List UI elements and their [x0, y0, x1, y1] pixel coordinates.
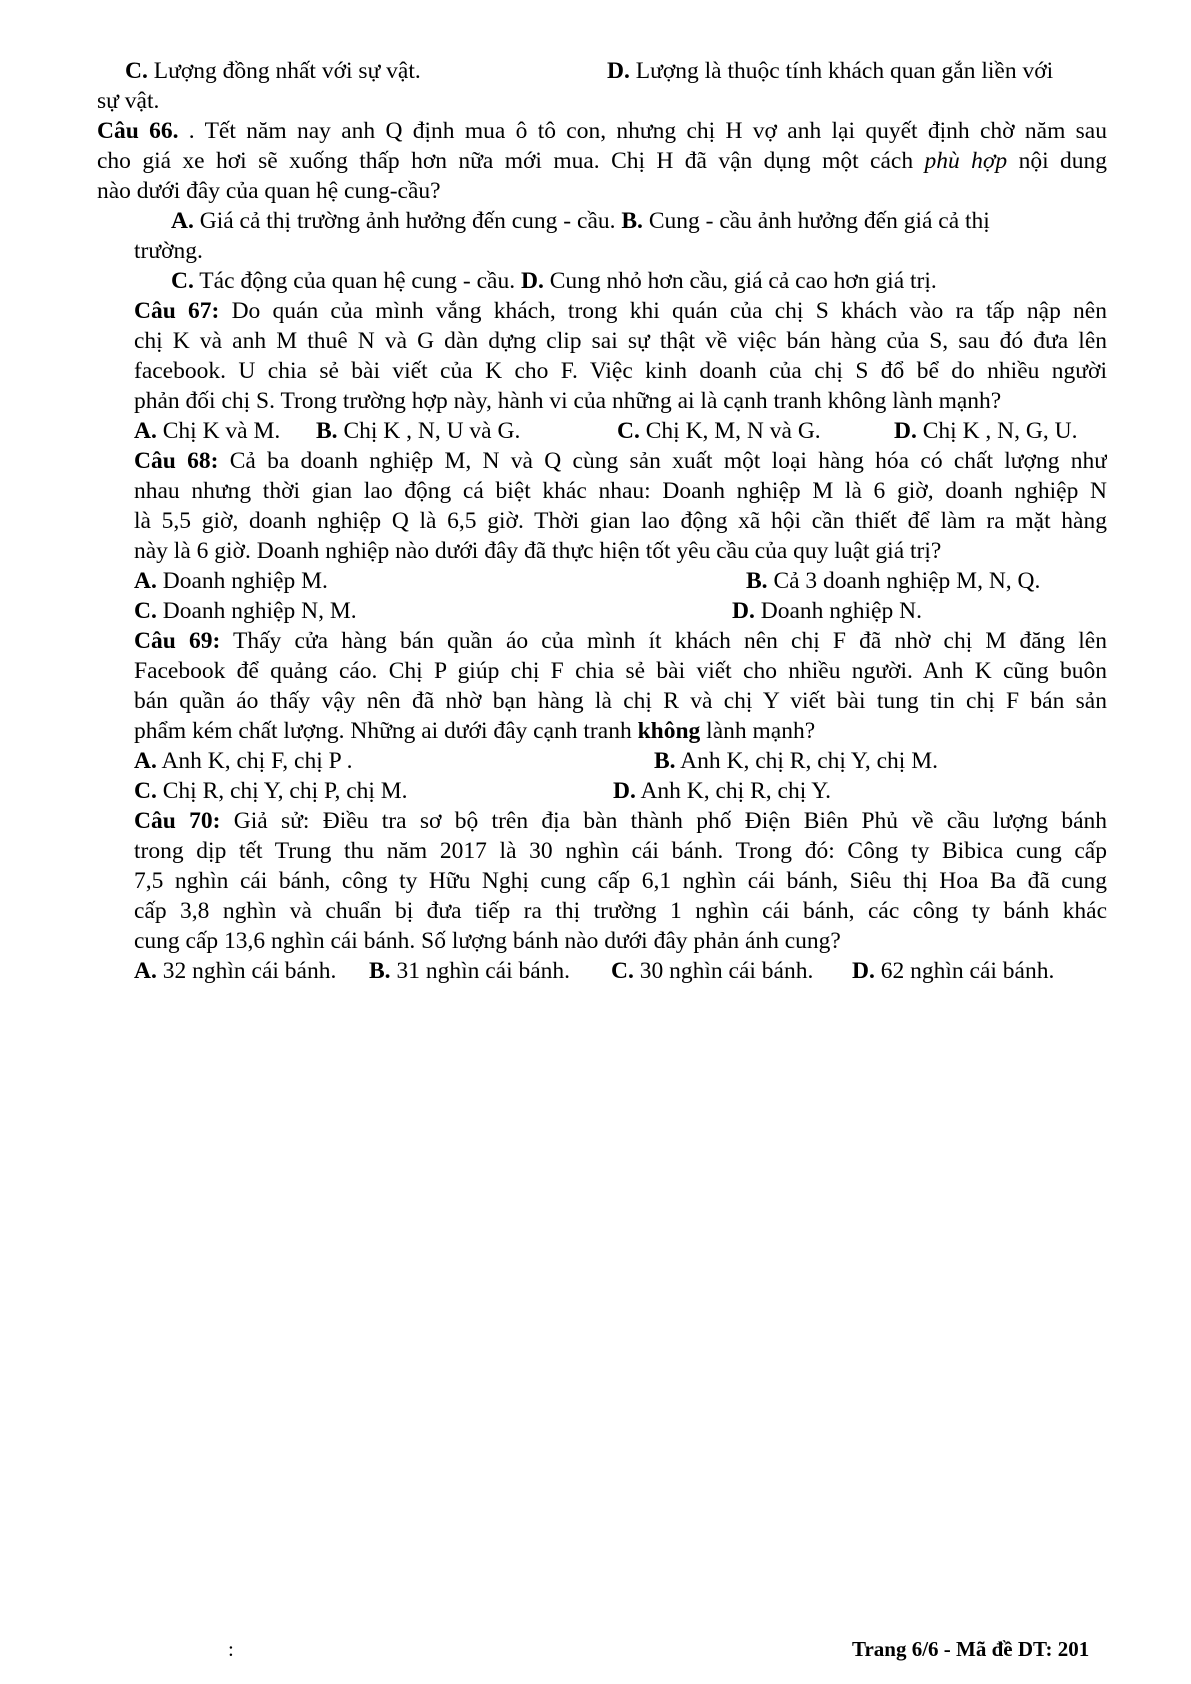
q66-options-ab: A. Giá cả thị trường ảnh hưởng đến cung - cầu. B. Cung - cầu ảnh hưởng đến giá cả thị — [171, 208, 990, 234]
q69-option-b: B. Anh K, chị R, chị Y, chị M. — [654, 748, 938, 774]
q69-line-1: Câu 69: Thấy cửa hàng bán quần áo của mình ít khách nên chị F đã nhờ chị M đăng lên — [134, 628, 1107, 654]
q65-option-c: C. Lượng đồng nhất với sự vật. — [125, 58, 421, 84]
q68-option-c: C. Doanh nghiệp N, M. — [134, 598, 357, 624]
q66-options-cd: C. Tác động của quan hệ cung - cầu. D. Cung nhỏ hơn cầu, giá cả cao hơn giá trị. — [171, 268, 937, 294]
q67-line-3: facebook. U chia sẻ bài viết của K cho F. Việc kinh doanh của chị S đổ bể do nhiều người — [134, 358, 1107, 384]
q70-option-d: D. 62 nghìn cái bánh. — [852, 958, 1055, 984]
q70-line-3: 7,5 nghìn cái bánh, công ty Hữu Nghị cung cấp 6,1 nghìn cái bánh, Siêu thị Hoa Ba đã cung — [134, 868, 1107, 894]
q69-option-a: A. Anh K, chị F, chị P . — [134, 748, 353, 774]
q70-line-4: cấp 3,8 nghìn và chuẩn bị đưa tiếp ra thị trường 1 nghìn cái bánh, các công ty bánh khác — [134, 898, 1107, 924]
q67-option-d: D. Chị K , N, G, U. — [894, 418, 1078, 444]
q70-option-a: A. 32 nghìn cái bánh. — [134, 958, 337, 984]
q67-option-b: B. Chị K , N, U và G. — [316, 418, 521, 444]
q70-option-c: C. 30 nghìn cái bánh. — [611, 958, 814, 984]
q68-line-1: Câu 68: Cả ba doanh nghiệp M, N và Q cùng sản xuất một loại hàng hóa có chất lượng như — [134, 448, 1107, 474]
q65-option-d-cont: sự vật. — [97, 88, 160, 114]
q66-line-2: cho giá xe hơi sẽ xuống thấp hơn nữa mới mua. Chị H đã vận dụng một cách phù hợp nội dung — [97, 148, 1107, 174]
q65-option-d: D. Lượng là thuộc tính khách quan gắn liền với — [607, 58, 1054, 84]
q70-option-b: B. 31 nghìn cái bánh. — [369, 958, 571, 984]
q70-line-1: Câu 70: Giả sử: Điều tra sơ bộ trên địa bàn thành phố Điện Biên Phủ về cầu lượng bánh — [134, 808, 1107, 834]
q69-line-4: phẩm kém chất lượng. Những ai dưới đây cạnh tranh không lành mạnh? — [134, 718, 816, 744]
q69-line-3: bán quần áo thấy vậy nên đã nhờ bạn hàng là chị R và chị Y viết bài tung tin chị F bán sản — [134, 688, 1107, 714]
q67-line-1: Câu 67: Do quán của mình vắng khách, trong khi quán của chị S khách vào ra tấp nập nên — [134, 298, 1107, 324]
q69-option-c: C. Chị R, chị Y, chị P, chị M. — [134, 778, 408, 804]
q68-option-d: D. Doanh nghiệp N. — [732, 598, 922, 624]
q68-option-a: A. Doanh nghiệp M. — [134, 568, 328, 594]
q70-line-2: trong dịp tết Trung thu năm 2017 là 30 nghìn cái bánh. Trong đó: Công ty Bibica cung cấp — [134, 838, 1107, 864]
q67-option-a: A. Chị K và M. — [134, 418, 281, 444]
q68-line-3: là 5,5 giờ, doanh nghiệp Q là 6,5 giờ. Thời gian lao động xã hội cần thiết để làm ra mặt hàng — [134, 508, 1107, 534]
footer-left-mark: : — [228, 1637, 234, 1661]
q66-line-3: nào dưới đây của quan hệ cung-cầu? — [97, 178, 441, 204]
q68-line-4: này là 6 giờ. Doanh nghiệp nào dưới đây đã thực hiện tốt yêu cầu của quy luật giá trị? — [134, 538, 942, 564]
q70-line-5: cung cấp 13,6 nghìn cái bánh. Số lượng bánh nào dưới đây phản ánh cung? — [134, 928, 841, 954]
q67-line-2: chị K và anh M thuê N và G dàn dựng clip sai sự thật về việc bán hàng của S, sau đó đưa lên — [134, 328, 1107, 354]
q67-option-c: C. Chị K, M, N và G. — [617, 418, 821, 444]
q66-line-1: Câu 66. . Tết năm nay anh Q định mua ô tô con, nhưng chị H vợ anh lại quyết định chờ năm sau — [97, 118, 1107, 144]
q69-option-d: D. Anh K, chị R, chị Y. — [613, 778, 832, 804]
q68-line-2: nhau nhưng thời gian lao động cá biệt khác nhau: Doanh nghiệp M là 6 giờ, doanh nghiệp N — [134, 478, 1107, 504]
q68-option-b: B. Cả 3 doanh nghiệp M, N, Q. — [746, 568, 1041, 594]
q66-option-b-cont: trường. — [134, 238, 203, 264]
q67-line-4: phản đối chị S. Trong trường hợp này, hành vi của những ai là cạnh tranh không lành mạnh? — [134, 388, 1002, 414]
q69-line-2: Facebook để quảng cáo. Chị P giúp chị F chia sẻ bài viết cho nhiều người. Anh K cũng buôn — [134, 658, 1107, 684]
footer-page-info: Trang 6/6 - Mã đề DT: 201 — [852, 1637, 1090, 1661]
